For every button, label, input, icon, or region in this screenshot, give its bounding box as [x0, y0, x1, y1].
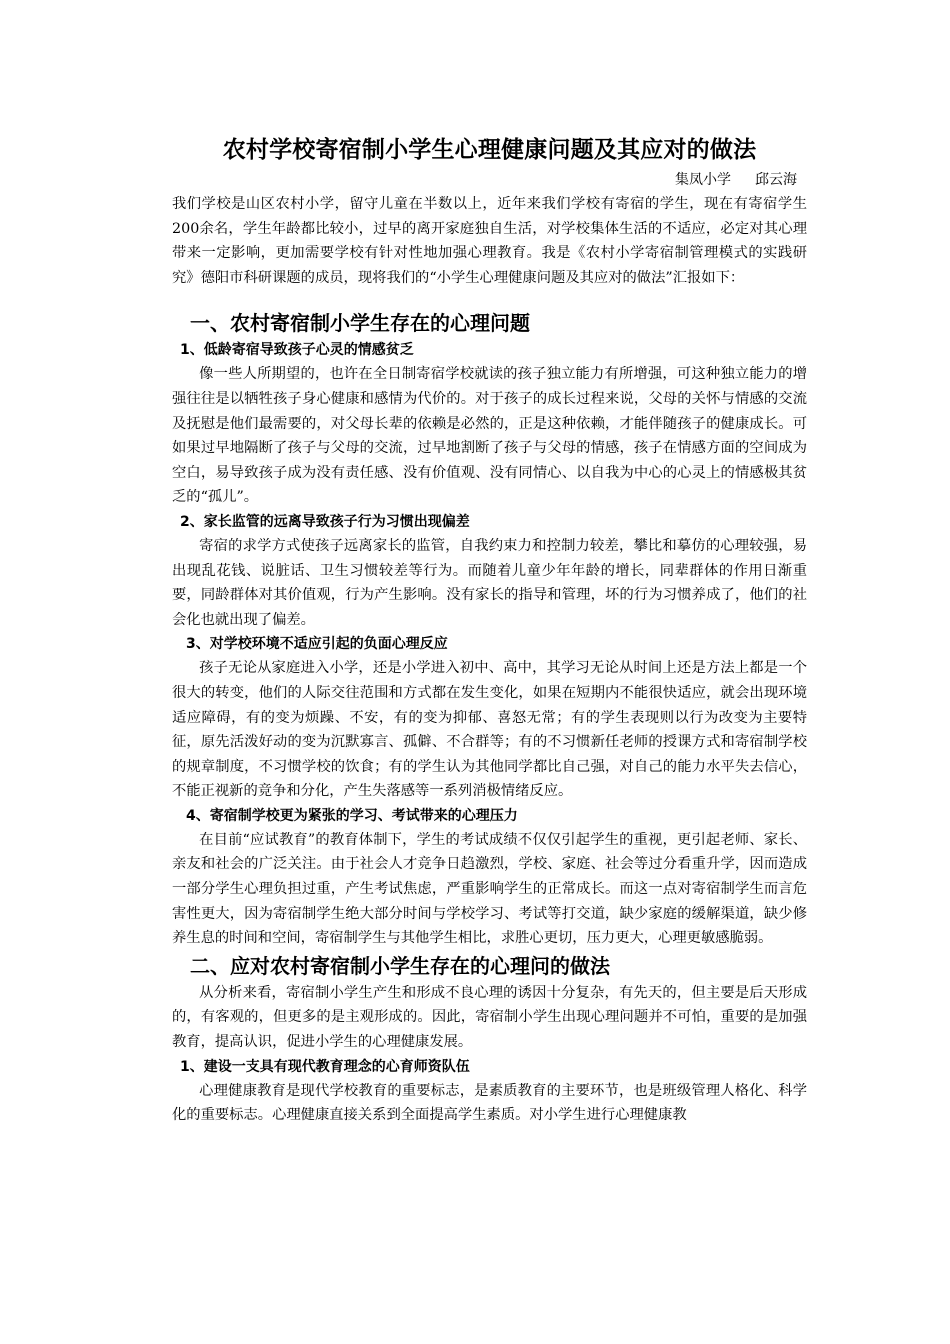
- subsection-1-3-paragraph: 孩子无论从家庭进入小学，还是小学进入初中、高中，其学习无论从时间上还是方法上都是一个很大的转变，他们的人际交往范围和方式都在发生变化，如果在短期内不能很快适应，就会出现环境适应障碍，有的变为烦躁、不安，有的变为抑郁、喜怒无常；有的学生表现则以行为改变为主要特征，原先活泼好动的变为沉默寡言、孤僻、不合群等；有的不习惯新任老师的授课方式和寄宿制学校的规章制度，不习惯学校的饮食；有的学生认为其他同学都比自己强，对自己的能力水平失去信心，不能正视新的竞争和分化，产生失落感等一系列消极情绪反应。: [172, 660, 807, 800]
- school-name: 集凤小学: [675, 172, 731, 188]
- subsection-1-2-heading: 2、家长监管的远离导致孩子行为习惯出现偏差: [180, 513, 470, 530]
- subsection-2-1-paragraph: 心理健康教育是现代学校教育的重要标志，是素质教育的主要环节，也是班级管理人格化、科学化的重要标志。心理健康直接关系到全面提高学生素质。对小学生进行心理健康教: [172, 1082, 807, 1124]
- document-body: [172, 130, 807, 1128]
- subsection-2-1-heading: 1、建设一支具有现代教育理念的心育师资队伍: [180, 1058, 470, 1075]
- author-line: [172, 170, 797, 190]
- section-2-intro-paragraph: 从分析来看，寄宿制小学生产生和形成不良心理的诱因十分复杂，有先天的，但主要是后天形成的，有客观的，但更多的是主观形成的。因此，寄宿制小学生出现心理问题并不可怕，重要的是加强教育，提高认识，促进小学生的心理健康发展。: [172, 984, 807, 1051]
- author-name: 邱云海: [755, 172, 797, 188]
- intro-paragraph: 我们学校是山区农村小学，留守儿童在半数以上，近年来我们学校有寄宿的学生，现在有寄宿学生200余名，学生年龄都比较小，过早的离开家庭独自生活，对学校集体生活的不适应，必定对其心理带来一定影响，更加需要学校有针对性地加强心理教育。我是《农村小学寄宿制管理模式的实践研究》德阳市科研课题的成员，现将我们的“小学生心理健康问题及其应对的做法”汇报如下：: [172, 196, 807, 286]
- subsection-1-1-heading: 1、低龄寄宿导致孩子心灵的情感贫乏: [180, 342, 414, 359]
- subsection-1-4-paragraph: 在目前“应试教育”的教育体制下，学生的考试成绩不仅仅引起学生的重视，更引起老师、家长、亲友和社会的广泛关注。由于社会人才竞争日趋激烈，学校、家庭、社会等过分看重升学，因而造成一部分学生心理负担过重，产生考试焦虑，严重影响学生的正常成长。而这一点对寄宿制学生而言危害性更大，因为寄宿制学生绝大部分时间与学校学习、考试等打交道，缺少家庭的缓解渠道，缺少修养生息的时间和空间，寄宿制学生与其他学生相比，求胜心更切，压力更大，心理更敏感脆弱。: [172, 831, 807, 947]
- section-1-heading: 一、农村寄宿制小学生存在的心理问题: [190, 311, 530, 336]
- section-2-heading: 二、应对农村寄宿制小学生存在的心理问的做法: [190, 953, 610, 978]
- document-title: 农村学校寄宿制小学生心理健康问题及其应对的做法: [222, 137, 757, 163]
- subsection-1-1-paragraph: 像一些人所期望的，也许在全日制寄宿学校就读的孩子独立能力有所增强，可这种独立能力的增强往往是以牺牲孩子身心健康和感情为代价的。对于孩子的成长过程来说，父母的关怀与情感的交流及抚慰是他们最需要的，对父母长辈的依赖是必然的，正是这种依赖，才能伴随孩子的健康成长。可如果过早地隔断了孩子与父母的交流，过早地割断了孩子与父母的情感，孩子在情感方面的空间成为空白，易导致孩子成为没有责任感、没有价值观、没有同情心、以自我为中心的心灵上的情感极其贫乏的“孤儿”。: [172, 366, 807, 506]
- subsection-1-2-paragraph: 寄宿的求学方式使孩子远离家长的监管，自我约束力和控制力较差，攀比和摹仿的心理较强，易出现乱花钱、说脏话、卫生习惯较差等行为。而随着儿童少年年龄的增长，同辈群体的作用日渐重要，同龄群体对其价值观，行为产生影响。没有家长的指导和管理，坏的行为习惯养成了，他们的社会化也就出现了偏差。: [172, 537, 807, 628]
- subsection-1-3-heading: 3、对学校环境不适应引起的负面心理反应: [186, 636, 448, 653]
- subsection-1-4-heading: 4、寄宿制学校更为紧张的学习、考试带来的心理压力: [186, 807, 518, 824]
